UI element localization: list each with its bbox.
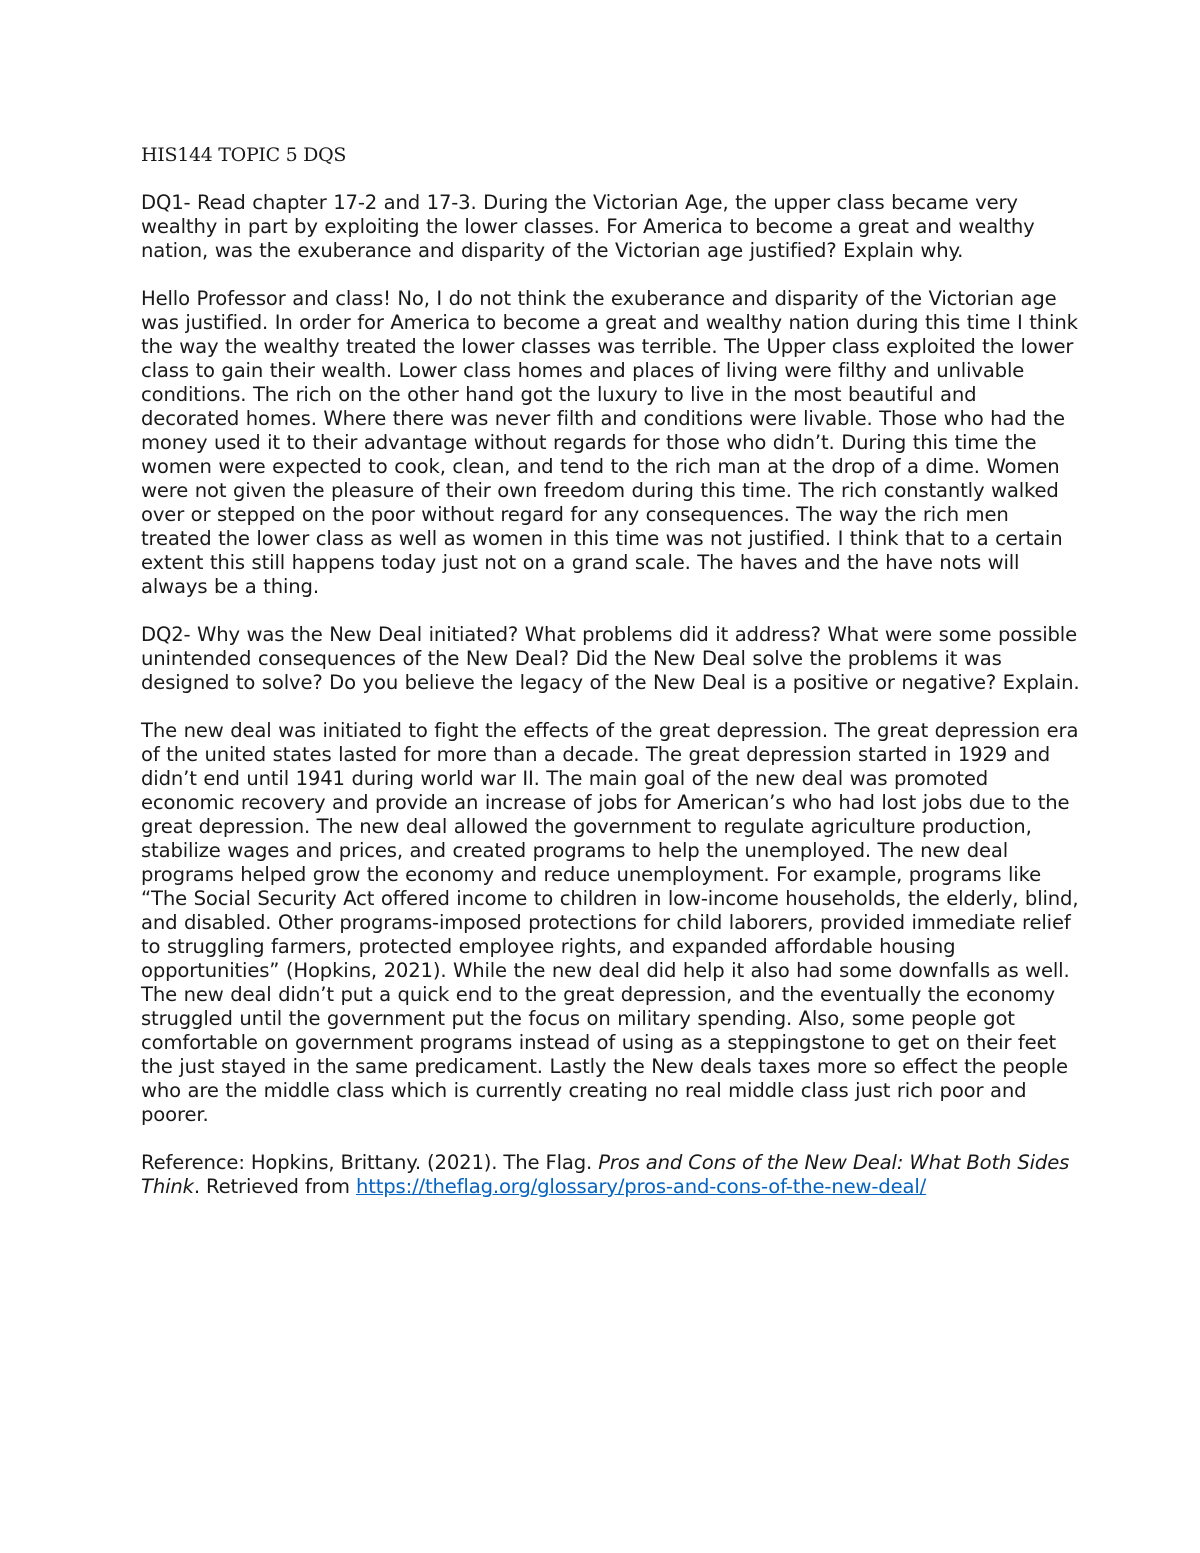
dq1-response: Hello Professor and class! No, I do not think the exuberance and disparity of the Victorian age was justified. In order for America to become a great and wealthy nation during this time I think the way the wealthy treated the lower classes was terrible. The Upper class exploited the lower class to gain their wealth. Lower class homes and places of living were filthy and unlivable conditions. The rich on the other hand got the luxury to live in the most beautiful and decorated homes. Where there was never filth and conditions were livable. Those who had the money used it to their advantage without regards for those who didn’t. During this time the women were expected to cook, clean, and tend to the rich man at the drop of a dime. Women were not given the pleasure of their own freedom during this time. The rich constantly walked over or stepped on the poor without regard for any consequences. The way the rich men treated the lower class as well as women in this time was not justified. I think that to a certain extent this still happens today just not on a grand scale. The haves and the have nots will always be a thing. (141, 287, 1078, 598)
dq2-response: The new deal was initiated to fight the effects of the great depression. The great depression era of the united states lasted for more than a decade. The great depression started in 1929 and didn’t end until 1941 during world war II. The main goal of the new deal was promoted economic recovery and provide an increase of jobs for American’s who had lost jobs due to the great depression. The new deal allowed the government to regulate agriculture production, stabilize wages and prices, and created programs to help the unemployed. The new deal programs helped grow the economy and reduce unemployment. For example, programs like “The Social Security Act offered income to children in low-income households, the elderly, blind, and disabled. Other programs-imposed protections for child laborers, provided immediate relief to struggling farmers, protected employee rights, and expanded affordable housing opportunities” (Hopkins, 2021). While the new deal did help it also had some downfalls as well. The new deal didn’t put a quick end to the great depression, and the eventually the economy struggled until the government put the focus on military spending. Also, some people got comfortable on government programs instead of using as a steppingstone to get on their feet the just stayed in the same predicament. Lastly the New deals taxes more so effect the people who are the middle class which is currently creating no real middle class just rich poor and poorer. (141, 719, 1079, 1126)
document-title: HIS144 TOPIC 5 DQS (141, 144, 347, 166)
reference-link[interactable]: https://theflag.org/glossary/pros-and-cons-of-the-new-deal/ (355, 1175, 927, 1198)
dq1-prompt: DQ1- Read chapter 17-2 and 17-3. During the Victorian Age, the upper class became very wealthy in part by exploiting the lower classes. For America to become a great and wealthy nation, was the exuberance and disparity of the Victorian age justified? Explain why. (141, 191, 1035, 262)
dq2-prompt: DQ2- Why was the New Deal initiated? What problems did it address? What were some possible unintended consequences of the New Deal? Did the New Deal solve the problems it was designed to solve? Do you believe the legacy of the New Deal is a positive or negative? Explain. (141, 623, 1080, 694)
reference-lead: Reference: Hopkins, Brittany. (2021). The Flag. (141, 1151, 599, 1174)
reference-middle: . Retrieved from (193, 1175, 356, 1198)
reference-citation (141, 1151, 1080, 1199)
reference-article-title: Pros and Cons of the New Deal: What Both Sides Think (141, 1151, 1070, 1198)
